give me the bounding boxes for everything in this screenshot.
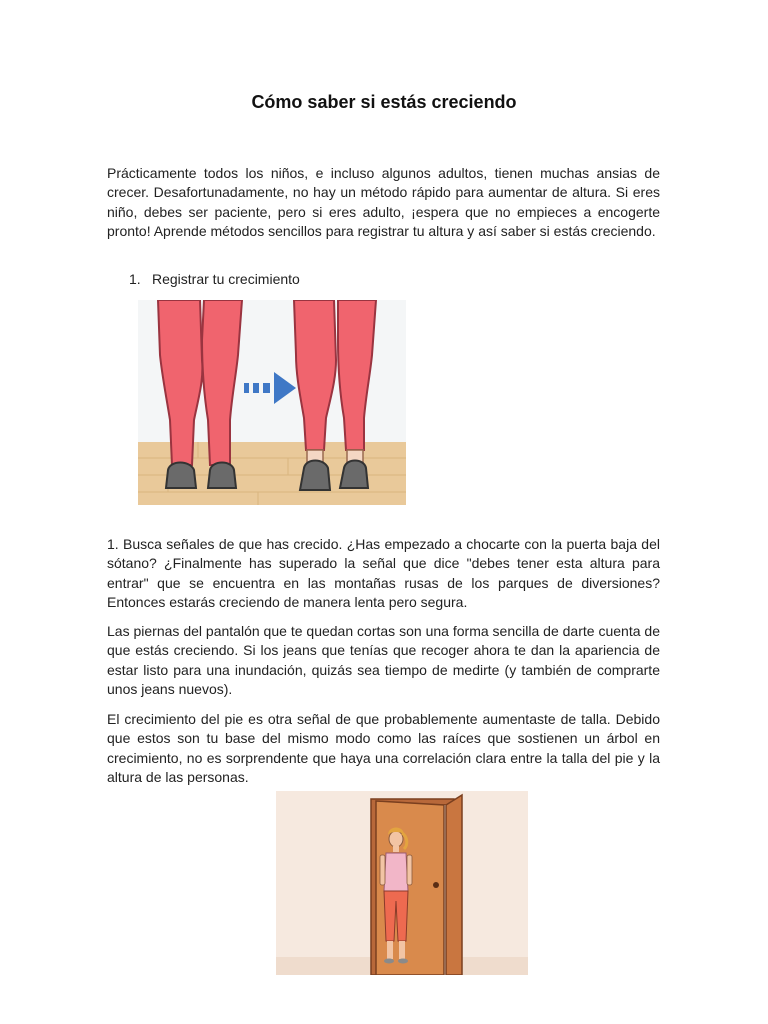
list-number: 1.: [129, 271, 141, 287]
paragraph-3: El crecimiento del pie es otra señal de que probablemente aumentaste de talla. Debido que estos son tu base del mismo modo como las raíces que sostienen un árbol en crecimiento, no es sorprendente que haya una correlación clara entre la talla del pie y la altura de las personas.: [107, 711, 660, 785]
legs-illustration: [138, 300, 406, 505]
intro-paragraph: Prácticamente todos los niños, e incluso algunos adultos, tienen muchas ansias de crecer. Desafortunadamente, no hay un método rápido para aumentar de altura. Si eres niño, debes ser paciente, pero si eres adulto, ¡espera que no empieces a encogerte pronto! Aprende métodos sencillos para registrar tu altura y así saber si estás creciendo.: [107, 165, 660, 239]
list-label: Registrar tu crecimiento: [152, 271, 300, 287]
page-title: Cómo saber si estás creciendo: [251, 92, 517, 112]
door-knob: [433, 882, 439, 888]
door-edge: [446, 795, 462, 975]
door-illustration: [276, 791, 528, 975]
paragraph-1: 1. Busca señales de que has crecido. ¿Has empezado a chocarte con la puerta baja del sótano? ¿Finalmente has superado la señal que dice "debes tener esta altura para entrar" que se encuentra en las montañas rusas de los parques de diversiones? Entonces estarás creciendo de manera lenta pero segura.: [107, 536, 660, 610]
list-item: [129, 270, 300, 289]
paragraph-2: Las piernas del pantalón que te quedan cortas son una forma sencilla de darte cuenta de que estás creciendo. Si los jeans que tenías que recoger ahora te dan la apariencia de estar listo para una inundación, quizás sea tiempo de medirte (y también de comprarte unos jeans nuevos).: [107, 623, 660, 697]
